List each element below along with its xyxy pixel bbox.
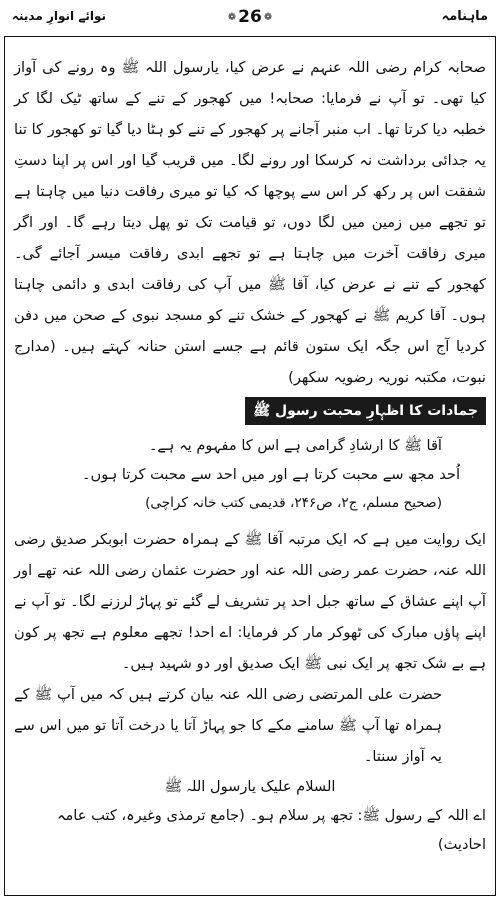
paragraph-mount-uhud: ایک روایت میں ہے کہ ایک مرتبہ آقا ﷺ کے ہمراہ حضرت ابوبکر صدیق رضی اللہ عنہ، حضرت عمر رضی اللہ عنہ اور حضرت عثمان رضی اللہ عنہ تھے اور آپ اپنے عشاق کے ساتھ جبل احد پر تشریف لے گئے تو پہاڑ لرزنے لگا۔ تو آپ نے اپنے پاؤں مبارک کی ٹھوکر مار کر فرمایا: اے احد! تجھے معلوم ہے تجھ پر کون ہے بے شک تجھ پر ایک نبی ﷺ ایک صدیق اور دو شہید ہیں۔ [14,531,486,672]
page-number: 26 [238,7,262,27]
salutation: السلام علیک یارسول اللہ ﷺ [164,778,336,795]
section-heading-row [14,393,486,431]
ornament-icon: ❁ [263,11,273,23]
hadith-text: اُحد مجھ سے محبت کرتا ہے اور میں احد سے محبت کرتا ہوں۔ [81,466,460,483]
magazine-label: ماہنامہ [441,9,488,24]
hadith-intro: آقا ﷺ کا ارشادِ گرامی ہے اس کا مفہوم یہ ہے۔ [148,437,442,454]
page-number-badge [226,3,274,31]
paragraph-date-palm-trunk: صحابہ کرام رضی اللہ عنہم نے عرض کیا، یارسول اللہ ﷺ وہ رونے کی آواز کیا تھی۔ تو آپ نے فرمایا: صحابہ! میں کھجور کے تنے کے ساتھ ٹیک لگا کر خطبہ دیا کرتا تھا۔ اب منبر آجانے پر کھجور کے تنے کو ہٹا دیا گیا تو کھجور کا تنا یہ جدائی برداشت نہ کرسکا اور رونے لگا۔ میں قریب گیا اور اس پر اپنا دستِ شفقت اس پر رکھ کر اس سے پوچھا کہ کیا تو میری رفاقت دنیا میں چاہتا ہے تو تجھے میں زمین میں لگا دوں، تو قیامت تک تو پھل دیتا رہے گا۔ اور اگر میری رفاقت آخرت میں چاہتا ہے تو تجھے ابدی رفاقت میسر آجائے گی۔ کھجور کے تنے نے عرض کیا، آقا ﷺ میں آپ کی رفاقت ابدی و دائمی چاہتا ہوں۔ آقا کریم ﷺ نے کھجور کے خشک تنے کو مسجد نبوی کے صحن میں دفن کردیا آج اس جگہ ایک ستون قائم ہے جسے استن حنانہ کہتے ہیں۔ (مدارج نبوت، مکتبہ نوریہ رضویہ سکھر) [14,59,486,386]
article-body [14,52,486,859]
journal-title: نوائے انوارِ مدینہ [12,9,106,23]
section-heading: جمادات کا اظہارِ محبت رسول ﷺ [245,397,486,425]
page-header [0,0,500,38]
ornament-icon: ❁ [227,11,237,23]
paragraph-ali-narration: حضرت علی المرتضی رضی اللہ عنہ بیان کرتے ہیں کہ میں آپ ﷺ کے ہمراہ تھا آپ ﷺ سامنے مکے کا جو پہاڑ آتا یا درخت آتا تو میں اس سے یہ آواز سنتا۔ [14,686,442,765]
salutation-translation: اے اللہ کے رسول ﷺ: تجھ پر سلام ہو۔ (جامع ترمذی وغیرہ، کتب عامہ احادیث) [56,807,486,853]
hadith-reference: (صحیح مسلم، ج۲، ص۲۴۶، قدیمی کتب خانہ کراچی) [145,495,442,511]
